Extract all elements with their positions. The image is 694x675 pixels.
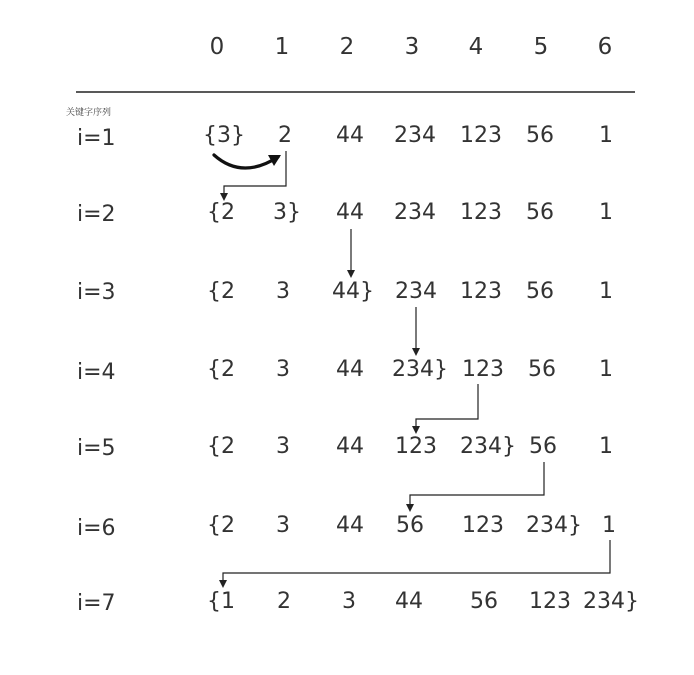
cell-r1-c4: 123 (460, 123, 502, 148)
cell-r7-c5: 123 (529, 589, 571, 614)
row-label-4: i=4 (77, 360, 116, 385)
cell-r6-c6: 1 (602, 513, 616, 538)
cell-r5-c3: 123 (395, 434, 437, 459)
cell-r4-c1: 3 (276, 357, 290, 382)
cell-r6-c2: 44 (336, 513, 364, 538)
cell-r2-c3: 234 (394, 200, 436, 225)
cell-r7-c2: 3 (342, 589, 356, 614)
cell-r5-c1: 3 (276, 434, 290, 459)
column-index-6: 6 (597, 34, 613, 60)
cell-r6-c3: 56 (396, 513, 424, 538)
column-index-4: 4 (468, 34, 484, 60)
cell-r2-c6: 1 (599, 200, 613, 225)
row-label-7: i=7 (77, 591, 116, 616)
row-label-5: i=5 (77, 436, 116, 461)
row-label-6: i=6 (77, 516, 116, 541)
cell-r6-c4: 123 (462, 513, 504, 538)
insert-arrow-5 (410, 462, 544, 508)
cell-r2-c5: 56 (526, 200, 554, 225)
column-index-5: 5 (533, 34, 549, 60)
cell-r3-c0: {2 (207, 279, 235, 304)
cell-r2-c4: 123 (460, 200, 502, 225)
insert-arrow-4 (416, 384, 478, 430)
cell-r3-c6: 1 (599, 279, 613, 304)
cell-r5-c0: {2 (207, 434, 235, 459)
cell-r5-c2: 44 (336, 434, 364, 459)
row-label-1: i=1 (77, 126, 116, 151)
cell-r4-c6: 1 (599, 357, 613, 382)
cell-r7-c1: 2 (277, 589, 291, 614)
column-index-3: 3 (404, 34, 420, 60)
cell-r1-c0: {3} (203, 123, 245, 148)
cell-r5-c5: 56 (529, 434, 557, 459)
row-label-3: i=3 (77, 280, 116, 305)
cell-r4-c5: 56 (528, 357, 556, 382)
cell-r3-c3: 234 (395, 279, 437, 304)
row-label-2: i=2 (77, 202, 116, 227)
cell-r2-c0: {2 (207, 200, 235, 225)
curved-swap-arrow (214, 155, 278, 168)
insert-arrow-6 (223, 540, 610, 584)
cell-r3-c1: 3 (276, 279, 290, 304)
cell-r7-c0: {1 (207, 589, 235, 614)
cell-r3-c2: 44} (332, 279, 374, 304)
cell-r4-c2: 44 (336, 357, 364, 382)
cell-r1-c5: 56 (526, 123, 554, 148)
cell-r4-c0: {2 (207, 357, 235, 382)
cell-r5-c4: 234} (460, 434, 516, 459)
cell-r6-c0: {2 (207, 513, 235, 538)
cell-r3-c4: 123 (460, 279, 502, 304)
cell-r4-c4: 123 (462, 357, 504, 382)
cell-r1-c6: 1 (599, 123, 613, 148)
cell-r2-c1: 3} (273, 200, 301, 225)
cell-r7-c4: 56 (470, 589, 498, 614)
cell-r7-c6: 234} (583, 589, 639, 614)
cell-r2-c2: 44 (336, 200, 364, 225)
cell-r5-c6: 1 (599, 434, 613, 459)
column-index-1: 1 (274, 34, 290, 60)
cell-r6-c1: 3 (276, 513, 290, 538)
cell-r6-c5: 234} (526, 513, 582, 538)
column-index-2: 2 (339, 34, 355, 60)
cell-r7-c3: 44 (395, 589, 423, 614)
cell-r3-c5: 56 (526, 279, 554, 304)
column-index-0: 0 (209, 34, 225, 60)
cell-r4-c3: 234} (392, 357, 448, 382)
cell-r1-c2: 44 (336, 123, 364, 148)
cell-r1-c1: 2 (278, 123, 292, 148)
cell-r1-c3: 234 (394, 123, 436, 148)
key-sequence-caption: 关键字序列 (66, 108, 112, 118)
